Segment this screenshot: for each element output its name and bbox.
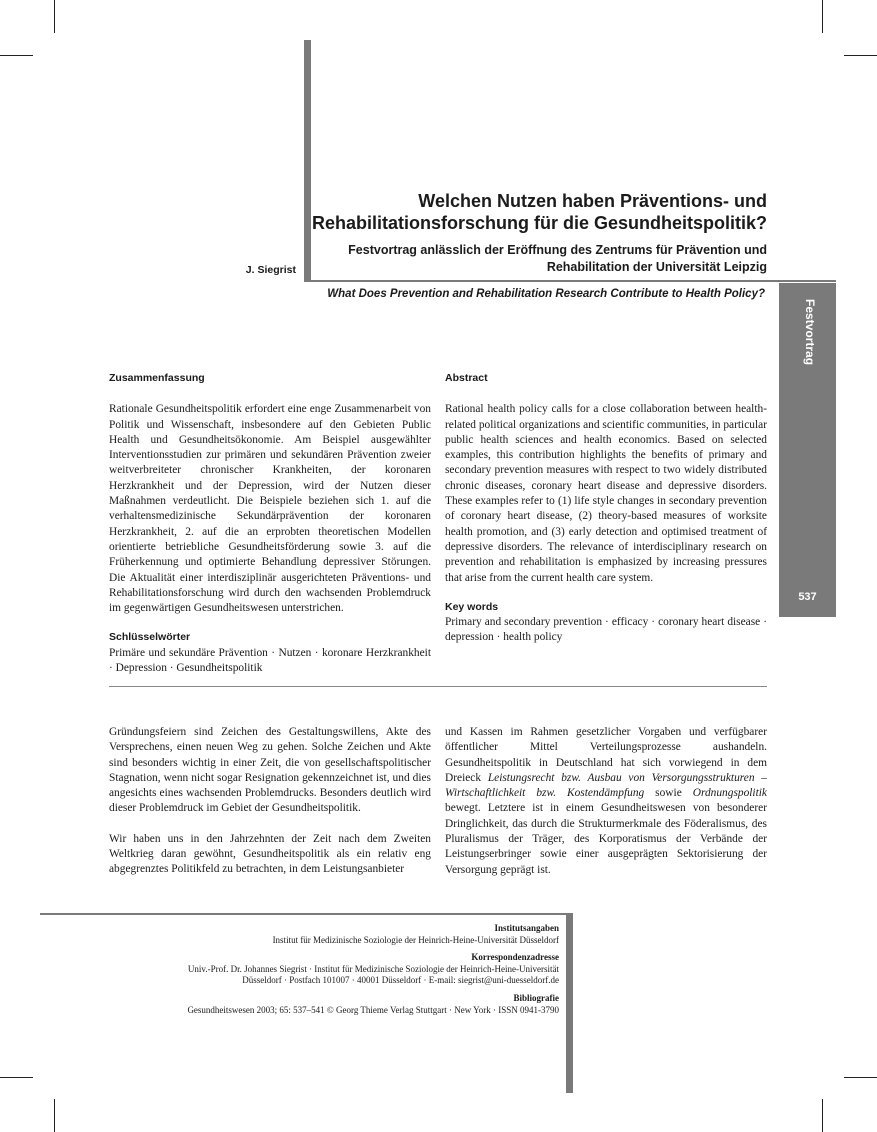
crop-mark-bottom-right-vertical (822, 1099, 823, 1132)
page-number: 537 (798, 591, 817, 603)
bibliography-heading: Bibliografie (513, 993, 559, 1003)
german-keywords-heading: Schlüsselwörter (109, 631, 191, 644)
crop-mark-bottom-left-horizontal (0, 1077, 33, 1078)
correspondence-line2: Düsseldorf · Postfach 101007 · 40001 Düsseldorf · E-mail: siegrist@uni-duesseldorf.de (242, 975, 559, 985)
article-subtitle-line1: Festvortrag anlässlich der Eröffnung des Zentrums für Prävention und (348, 243, 767, 257)
institute-block (79, 923, 559, 946)
footer-top-bar (40, 913, 573, 915)
footer-right-bar (566, 913, 573, 1093)
crop-mark-top-left-horizontal (0, 55, 33, 56)
english-title: What Does Prevention and Rehabilitation Research Contribute to Health Policy? (327, 288, 765, 300)
crop-mark-bottom-left-vertical (54, 1099, 55, 1132)
bibliography-block (79, 993, 559, 1016)
german-abstract (109, 371, 431, 676)
title-underline-bar (304, 280, 836, 282)
body-paragraph-3-part-b: sowie (644, 787, 693, 800)
section-side-tab (779, 283, 836, 617)
section-side-tab-label: Festvortrag (803, 299, 817, 366)
crop-mark-top-left-vertical (54, 0, 55, 33)
article-title-line2: Rehabilitationsforschung für die Gesundheitspolitik? (311, 213, 767, 233)
body-paragraph-2: Wir haben uns in den Jahrzehnten der Zeit nach dem Zweiten Weltkrieg daran gewöhnt, Gesundheitspolitik als ein relativ eng abgegrenztes Politikfeld zu betrachten, in dem Leistungsanbieter (109, 832, 431, 876)
english-keywords-heading: Key words (445, 600, 499, 613)
bibliography-text: Gesundheitswesen 2003; 65: 537–541 © Georg Thieme Verlag Stuttgart · New York · ISSN 0941-3790 (187, 1004, 559, 1015)
german-abstract-text: Rationale Gesundheitspolitik erfordert eine enge Zusammenarbeit von Politik und Wissenschaft, insbesondere auf den Gebieten Public Health und Gesundheitsökonomie. Am Beispiel ausgewählter Interventionsstudien zur primären und sekundären Prävention zweier weitverbreiteter chronischer Krankheiten, der koronaren Herzkrankheit und der Depression, wird der Nutzen dieser Maßnahmen verdeutlicht. Die Beispiele beziehen sich 1. auf die verhaltensmedizinische Sekundärprävention der koronaren Herzkrankheit, 2. auf die an erprobten theoretischen Modellen orientierte betriebliche Gesundheitsförderung sowie 3. auf die Früherkennung und optimierte Behandlung depressiver Störungen. Die Aktualität einer interdisziplinär ausgerichteten Präventions- und Rehabilitationsforschung wird durch den wachsenden Problemdruck im gegenwärtigen Gesundheitswesen unterstrichen. (109, 403, 431, 615)
correspondence-heading: Korrespondenzadresse (471, 952, 559, 962)
crop-mark-top-right-vertical (822, 0, 823, 33)
english-abstract-text: Rational health policy calls for a close collaboration between health-related political organizations and scientific communities, in particular public health sciences and health economics. Based on selected examples, this contribution highlights the benefits of primary and secondary prevention measures with respect to two widely distributed chronic diseases, coronary heart disease and depressive disorders. These examples refer to (1) life style changes in secondary prevention of coronary heart disease, (2) theory-based measures of worksite health promotion, and (3) early detection and optimised treatment of depressive disorders. The relevance of interdisciplinary research on prevention and rehabilitation is emphasized by increasing pressures that arise from the current health care system. (445, 403, 767, 584)
correspondence-line1: Univ.-Prof. Dr. Johannes Siegrist · Institut für Medizinische Soziologie der Heinrich-Heine-Universität (187, 963, 559, 974)
article-title (307, 190, 767, 234)
article-title-line1: Welchen Nutzen haben Präventions- und (418, 191, 767, 211)
institute-text: Institut für Medizinische Soziologie der Heinrich-Heine-Universität Düsseldorf (272, 934, 559, 945)
english-keywords: Primary and secondary prevention · efficacy · coronary heart disease · depression · health policy (445, 616, 767, 644)
institute-heading: Institutsangaben (494, 923, 559, 933)
body-paragraph-1: Gründungsfeiern sind Zeichen des Gestaltungswillens, Akte des Versprechens, einen neuen Weg zu gehen. Solche Zeichen und Akte sind besonders wichtig in einer Zeit, die von gesellschaftspolitischer Stagnation, wenn nicht sogar Resignation gekennzeichnet ist, und dies angesichts eines wachsenden Problemdrucks. Besonders deutlich wird dieser Problemdruck im Gebiet der Gesundheitspolitik. (109, 726, 431, 815)
crop-mark-top-right-horizontal (844, 55, 877, 56)
english-abstract (445, 371, 767, 646)
body-paragraph-3-part-c: bewegt. Letztere ist in einem Gesundheitswesen von besonderer Dringlichkeit, das durch die Strukturmerkmale des Föderalismus, des Pluralismus der Träger, des Korporatismus der Verbände der Leistungserbringer sowie einer ausgeprägten Sektorisierung der Versorgung geprägt ist. (445, 802, 767, 876)
body-left-column (109, 725, 431, 878)
english-abstract-heading: Abstract (445, 372, 488, 384)
article-info-footer (40, 913, 573, 1093)
correspondence-block (79, 952, 559, 987)
body-right-column (445, 725, 767, 878)
crop-mark-bottom-right-horizontal (844, 1077, 877, 1078)
article-subtitle-line2: Rehabilitation der Universität Leipzig (546, 260, 767, 274)
body-paragraph-3-italic-2: Ordnungspolitik (692, 787, 767, 800)
german-keywords: Primäre und sekundäre Prävention · Nutzen · koronare Herzkrankheit · Depression · Gesundheitspolitik (109, 646, 431, 675)
section-side-tab-label-wrap (779, 283, 836, 383)
german-abstract-heading: Zusammenfassung (109, 372, 205, 384)
article-subtitle (307, 242, 767, 276)
author-name: J. Siegrist (245, 264, 296, 276)
body-paragraph-3-part-a: und Kassen im Rahmen gesetzlicher Vorgaben und verfügbarer öffentlicher Mittel Verteilungsprozesse aushandeln. Gesundheitspolitik in Deutschland hat sich vorwiegend in dem Dreieck (445, 726, 767, 784)
abstract-divider (109, 686, 767, 687)
body-paragraph-3-italic-1: Leistungsrecht bzw. Ausbau von Versorgungsstrukturen – Wirtschaftlichkeit bzw. Kostendämpfung (445, 771, 767, 800)
body-paragraph-3 (445, 725, 767, 878)
